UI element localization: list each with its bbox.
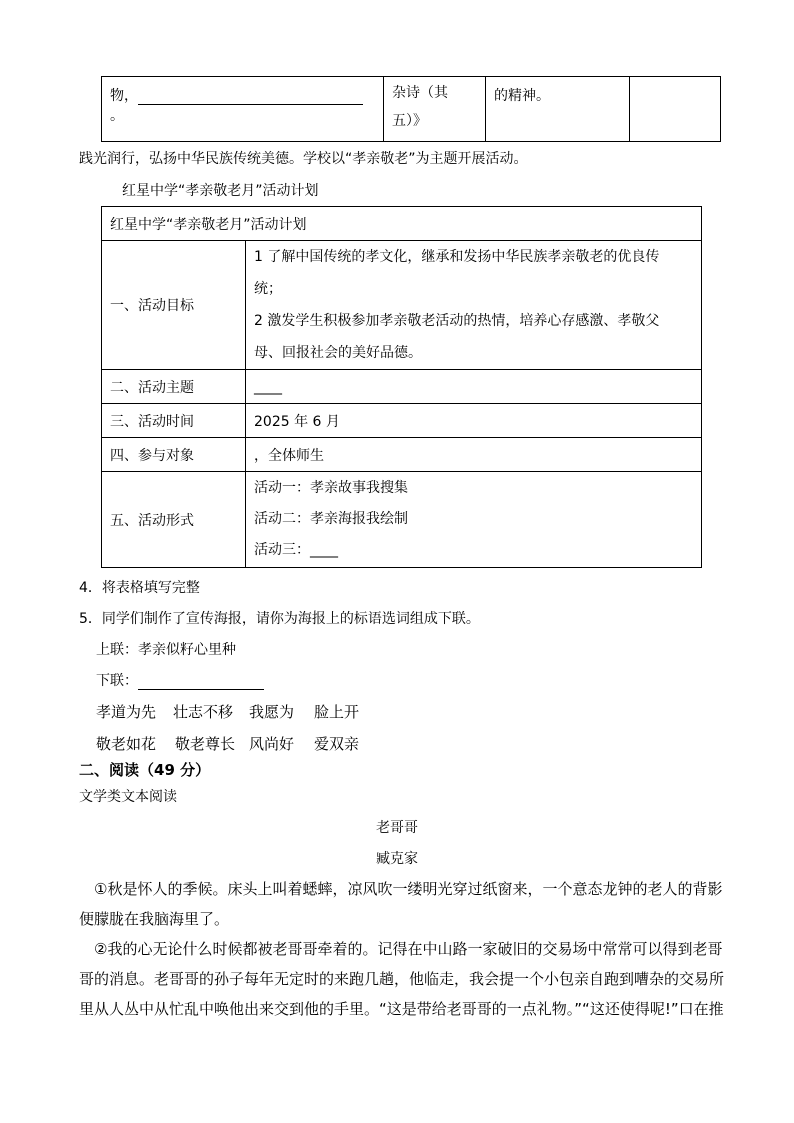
plan-title: 红星中学“孝亲敬老月”活动计划	[102, 207, 702, 241]
question-5: 5．同学们制作了宣传海报，请你为海报上的标语选词组成下联。	[79, 611, 480, 627]
word-row-2	[96, 733, 359, 754]
paragraph-2: ②我的心无论什么时候都被老哥哥牵着的。记得在中山路一家破旧的交易场中常常可以得到老哥 哥的消息。老哥哥的孙子每年无定时的来跑几趟，他临走，我会提一个小包亲自跑到嘈杂的交易所 里从人丛中从忙乱中唤他出来交到他的手里。“这是带给老哥哥的一点礼物。”“这还使得呢!”口在推	[79, 940, 725, 1018]
plan-label-participants: 四、参与对象	[102, 438, 246, 472]
question-4: 4．将表格填写完整	[79, 580, 200, 596]
word-option: 风尚好	[249, 735, 295, 753]
word-option: 脸上开	[314, 703, 360, 721]
upper-couplet: 上联：孝亲似籽心里种	[96, 642, 236, 658]
word-option: 敬老尊长	[175, 735, 236, 753]
lower-couplet-blank[interactable]	[138, 673, 264, 690]
article-title: 老哥哥	[376, 820, 418, 836]
lower-couplet: 下联：	[96, 670, 264, 690]
plan-label-goal: 一、活动目标	[102, 241, 246, 370]
top-cell-2: 杂诗（其 五）》	[384, 77, 486, 142]
word-option: 敬老如花	[96, 735, 157, 753]
top-cell-3: 的精神。	[486, 77, 630, 142]
word-option: 我愿为	[249, 703, 295, 721]
intro-text: 践光润行，弘扬中华民族传统美德。学校以“孝亲敬老”为主题开展活动。	[79, 151, 528, 167]
plan-label-theme: 二、活动主题	[102, 370, 246, 404]
plan-label-time: 三、活动时间	[102, 404, 246, 438]
plan-caption: 红星中学“孝亲敬老月”活动计划	[122, 183, 319, 199]
paragraph-1: ①秋是怀人的季候。床头上叫着蟋蟀，凉风吹一缕明光穿过纸窗来，一个意态龙钟的老人的背影 便朦胧在我脑海里了。	[79, 880, 723, 928]
top-table	[101, 76, 721, 142]
plan-label-form: 五、活动形式	[102, 472, 246, 568]
answer-blank[interactable]	[138, 88, 363, 105]
word-option: 壮志不移	[173, 703, 234, 721]
plan-value-participants: ，全体师生	[246, 438, 702, 472]
plan-value-theme[interactable]: ____	[246, 370, 702, 404]
plan-value-goal: 1 了解中国传统的孝文化，继承和发扬中华民族孝亲敬老的优良传 统； 2 激发学生积极参加孝亲敬老活动的热情，培养心存感激、孝敬父 母、回报社会的美好品德。	[246, 241, 702, 370]
plan-table	[101, 206, 702, 568]
top-cell-4	[630, 77, 721, 142]
plan-value-time: 2025 年 6 月	[246, 404, 702, 438]
word-row-1	[96, 701, 359, 722]
word-option: 爱双亲	[314, 735, 360, 753]
top-cell-1: 物，。	[102, 77, 384, 142]
section-subheading: 文学类文本阅读	[79, 789, 177, 805]
plan-value-form: 活动一：孝亲故事我搜集 活动二：孝亲海报我绘制 活动三：____	[246, 472, 702, 568]
article-author: 臧克家	[376, 851, 418, 867]
word-option: 孝道为先	[96, 703, 157, 721]
section-heading: 二、阅读（49 分）	[79, 761, 211, 779]
